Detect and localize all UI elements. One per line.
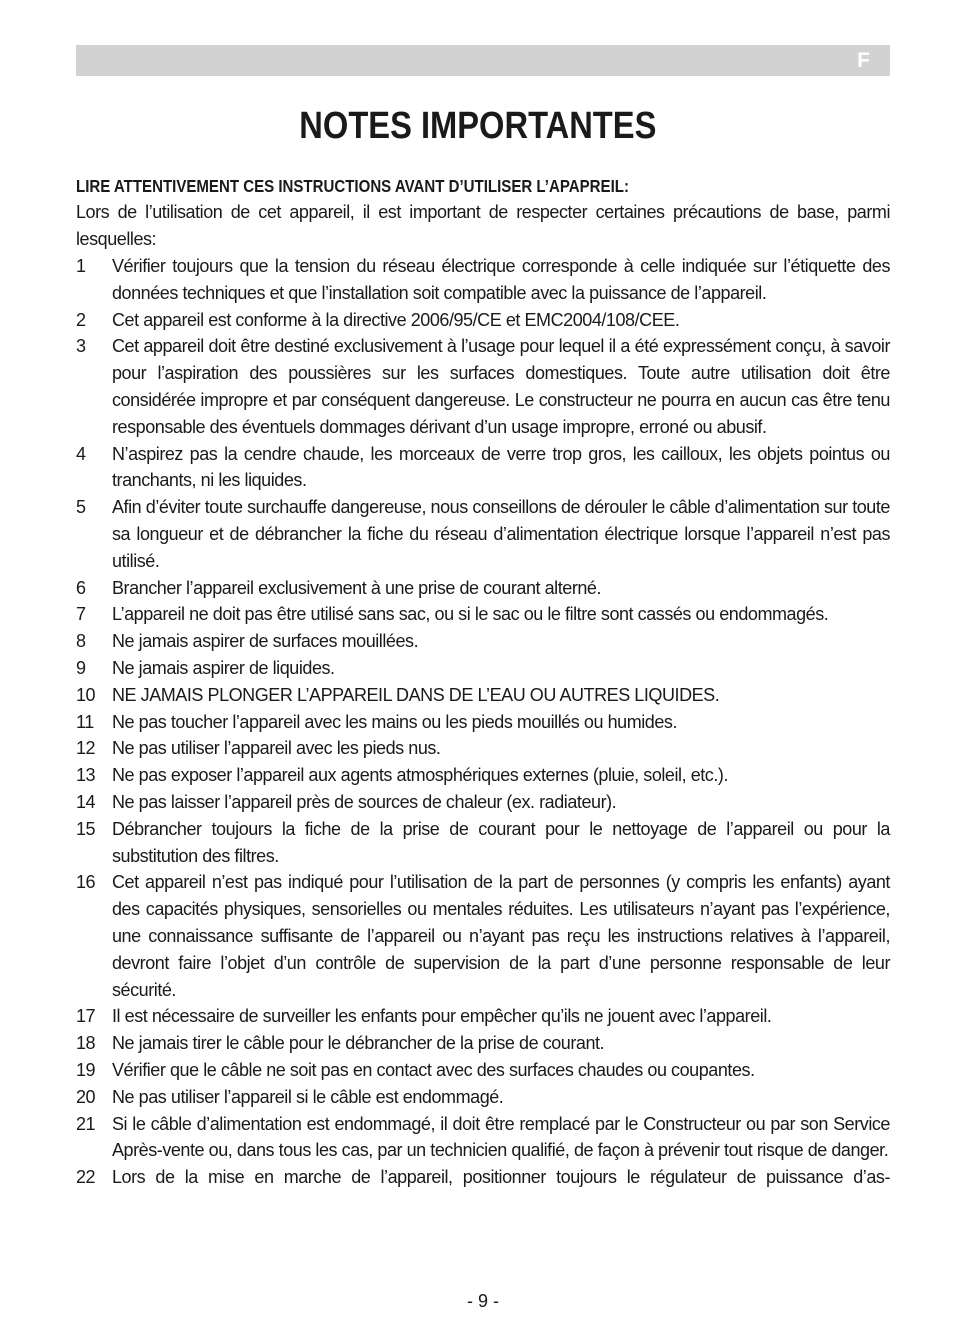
item-text: Ne pas utiliser l’appareil si le câble est endommagé. bbox=[112, 1086, 504, 1107]
item-text: Lors de la mise en marche de l’appareil, positionner toujours le régulateur de puissance d’as- bbox=[112, 1167, 890, 1188]
item-text: Cet appareil est conforme à la directive 2006/95/CE et EMC2004/108/CEE. bbox=[112, 309, 680, 330]
item-text: Si le câble d’alimentation est endommagé, il doit être remplacé par le Constructeur ou par son Service Après-vente ou, dans tous les cas, par un technicien qualifié, de façon à prévenir tout risque de danger. bbox=[112, 1113, 890, 1161]
item-number: 12 bbox=[76, 738, 96, 759]
item-number: 21 bbox=[76, 1113, 96, 1134]
item-number: 10 bbox=[76, 684, 96, 705]
list-item bbox=[76, 628, 890, 655]
item-text: Ne jamais aspirer de surfaces mouillées. bbox=[112, 631, 419, 652]
item-number: 6 bbox=[76, 577, 86, 598]
item-number: 8 bbox=[76, 631, 86, 652]
item-text: Ne pas utiliser l’appareil avec les pieds nus. bbox=[112, 738, 441, 759]
item-number: 7 bbox=[76, 604, 86, 625]
list-item bbox=[76, 1030, 890, 1057]
list-item bbox=[76, 253, 890, 307]
item-number: 19 bbox=[76, 1059, 96, 1080]
item-number: 3 bbox=[76, 336, 86, 357]
list-item bbox=[76, 333, 890, 440]
item-text: Ne pas laisser l’appareil près de sources de chaleur (ex. radiateur). bbox=[112, 791, 617, 812]
item-text: Vérifier toujours que la tension du réseau électrique corresponde à celle indiquée sur l’étiquette des données techniques et que l’installation soit compatible avec la puissance de l’appareil. bbox=[112, 256, 890, 303]
item-text: Il est nécessaire de surveiller les enfants pour empêcher qu’ils ne jouent avec l’appareil. bbox=[112, 1006, 772, 1027]
item-number: 15 bbox=[76, 818, 96, 839]
list-item bbox=[76, 655, 890, 682]
list-item bbox=[76, 307, 890, 334]
item-number: 13 bbox=[76, 765, 96, 786]
item-number: 4 bbox=[76, 443, 86, 464]
item-number: 16 bbox=[76, 872, 96, 893]
list-item bbox=[76, 601, 890, 628]
list-item bbox=[76, 735, 890, 762]
item-text: NE JAMAIS PLONGER L’APPAREIL DANS DE L’EAU OU AUTRES LIQUIDES. bbox=[112, 684, 720, 705]
item-number: 20 bbox=[76, 1086, 96, 1107]
item-text: Vérifier que le câble ne soit pas en contact avec des surfaces chaudes ou coupantes. bbox=[112, 1059, 755, 1080]
list-item bbox=[76, 682, 890, 709]
item-number: 14 bbox=[76, 791, 96, 812]
item-text: Brancher l’appareil exclusivement à une prise de courant alterné. bbox=[112, 577, 602, 598]
safety-notes-list bbox=[76, 253, 890, 1191]
list-item bbox=[76, 789, 890, 816]
document-body bbox=[76, 173, 890, 1191]
language-header-bar bbox=[76, 45, 890, 76]
list-item bbox=[76, 441, 890, 495]
list-item bbox=[76, 1164, 890, 1191]
list-item bbox=[76, 762, 890, 789]
item-text: N’aspirez pas la cendre chaude, les morceaux de verre trop gros, les cailloux, les objets pointus ou tranchants, ni les liquides. bbox=[112, 443, 890, 491]
item-number: 11 bbox=[76, 711, 94, 732]
item-text: L’appareil ne doit pas être utilisé sans sac, ou si le sac ou le filtre sont cassés ou endommagés. bbox=[112, 604, 829, 625]
list-item bbox=[76, 575, 890, 602]
list-item bbox=[76, 1003, 890, 1030]
item-text: Afin d’éviter toute surchauffe dangereuse, nous conseillons de dérouler le câble d’alimentation sur toute sa longueur et de débrancher la fiche du réseau d’alimentation électrique lorsque l’appareil n’est pas utilisé. bbox=[112, 497, 890, 571]
page-number: - 9 - bbox=[466, 1291, 499, 1311]
list-item bbox=[76, 494, 890, 574]
item-number: 5 bbox=[76, 497, 86, 518]
intro-paragraph: Lors de l’utilisation de cet appareil, il est important de respecter certaines précautions de base, parmi lesquelles: bbox=[76, 202, 890, 249]
item-number: 17 bbox=[76, 1006, 96, 1027]
language-code: F bbox=[857, 49, 870, 72]
item-text: Cet appareil doit être destiné exclusivement à l’usage pour lequel il a été expressément conçu, à savoir pour l’aspiration des poussières sur les surfaces domestiques. Toute autre utilisation doit être considérée impropre et par conséquent dangereuse. Le constructeur ne pourra en aucun cas être tenu responsable des éventuels dommages dérivant d’un usage impropre, erroné ou abusif. bbox=[112, 336, 890, 437]
list-item bbox=[76, 1084, 890, 1111]
item-number: 22 bbox=[76, 1167, 96, 1188]
list-item bbox=[76, 709, 890, 736]
item-text: Ne pas exposer l’appareil aux agents atmosphériques externes (pluie, soleil, etc.). bbox=[112, 765, 729, 786]
item-number: 1 bbox=[76, 256, 86, 276]
item-number: 9 bbox=[76, 657, 86, 678]
item-text: Ne pas toucher l’appareil avec les mains ou les pieds mouillés ou humides. bbox=[112, 711, 678, 732]
list-item bbox=[76, 1111, 890, 1165]
list-item bbox=[76, 816, 890, 870]
item-text: Ne jamais aspirer de liquides. bbox=[112, 657, 335, 678]
page-title: NOTES IMPORTANTES bbox=[299, 105, 657, 147]
item-text: Cet appareil n’est pas indiqué pour l’utilisation de la part de personnes (y compris les enfants) ayant des capacités physiques, sensorielles ou mentales réduites. Les utilisateurs n’ayant pas l’expérience, une connaissance suffisante de l’appareil ou n’ayant pas reçu les instructions relatives à l’appareil, devront faire l’objet d’un contrôle de supervision de la part d’une personne responsable de leur sécurité. bbox=[112, 872, 890, 1000]
item-text: Débrancher toujours la fiche de la prise de courant pour le nettoyage de l’appareil ou pour la substitution des filtres. bbox=[112, 818, 890, 866]
item-text: Ne jamais tirer le câble pour le débrancher de la prise de courant. bbox=[112, 1033, 605, 1054]
item-number: 2 bbox=[76, 309, 86, 330]
list-item bbox=[76, 869, 890, 1003]
item-number: 18 bbox=[76, 1033, 96, 1054]
instructions-subheading: LIRE ATTENTIVEMENT CES INSTRUCTIONS AVANT D’UTILISER L’APAPREIL: bbox=[76, 176, 629, 196]
list-item bbox=[76, 1057, 890, 1084]
